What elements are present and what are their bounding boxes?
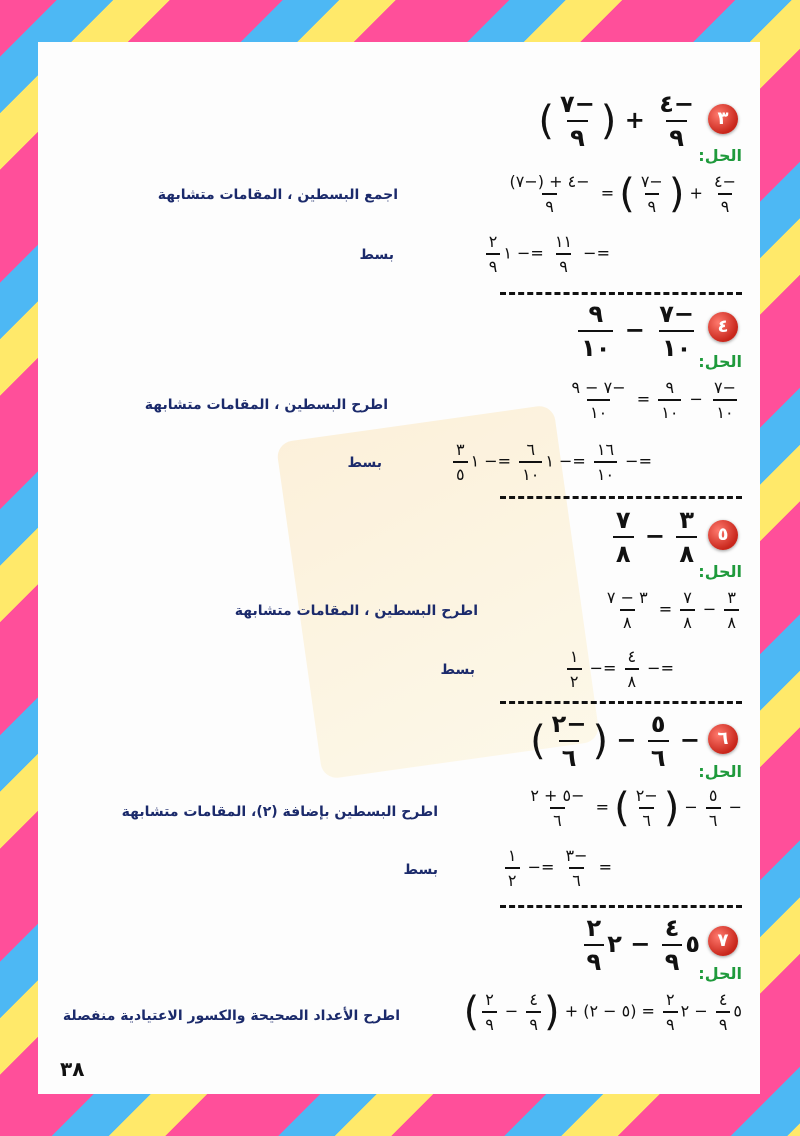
problem-expression: $\frac{-٧}{١٠}$ − $\frac{٩}{١٠}$ [575,300,700,362]
dashed-separator [500,292,742,295]
solution-step: ٥ $\frac{٤}{٩}$ − ٢ $\frac{٢}{٩}$ = (٥ − ٢) + ( $\frac{٤}{٩}$ − $\frac{٢}{٩}$ ) [463,989,742,1035]
solution-label: الحل: [698,762,742,781]
page-number: ٣٨ [60,1057,85,1081]
solution-step: $\frac{-٤}{٩}$ + ( $\frac{-٧}{٩}$ ) = $\frac{-٤ + (-٧)}{٩}$ [509,171,736,217]
step-note: اطرح البسطين ، المقامات متشابهة [234,603,478,619]
problem-expression: $\frac{٣}{٨}$ − $\frac{٧}{٨}$ [610,506,700,568]
step-note: اجمع البسطين ، المقامات متشابهة [157,187,398,203]
problem-expression: − $\frac{٥}{٦}$ − ( $\frac{-٢}{٦}$ ) [530,710,700,772]
problem-number-badge: ٣ [708,104,738,134]
solution-label: الحل: [698,146,742,165]
simplify-note: بسط [359,247,394,263]
solution-label: الحل: [698,562,742,581]
problem-number-badge: ٧ [708,926,738,956]
step-note: اطرح البسطين بإضافة (٢)، المقامات متشابهة [121,804,438,820]
simplify-step: =− $\frac{١٦}{١٠}$ =− ١ $\frac{٦}{١٠}$ =− ١ $\frac{٣}{٥}$ [450,440,652,484]
solution-label: الحل: [698,352,742,371]
simplify-step: = $\frac{-٣}{٦}$ =− $\frac{١}{٢}$ [502,846,612,890]
simplify-note: بسط [440,662,475,678]
problem-number-badge: ٥ [708,520,738,550]
dashed-separator [500,701,742,704]
step-note: اطرح الأعداد الصحيحة والكسور الاعتيادية منفصلة [62,1008,400,1024]
solution-step: $\frac{-٧}{١٠}$ − $\frac{٩}{١٠}$ = $\frac{-٧ - ٩}{١٠}$ [571,378,736,422]
simplify-note: بسط [347,455,382,471]
problem-number-badge: ٤ [708,312,738,342]
dashed-separator [500,496,742,499]
simplify-step: =− $\frac{٤}{٨}$ =− $\frac{١}{٢}$ [564,647,674,691]
solution-step: − $\frac{٥}{٦}$ − ( $\frac{-٢}{٦}$ ) = $\frac{-٥ + ٢}{٦}$ [530,785,742,831]
simplify-step: =− $\frac{١١}{٩}$ =− ١ $\frac{٢}{٩}$ [483,232,610,276]
simplify-note: بسط [403,862,438,878]
solution-step: $\frac{٣}{٨}$ − $\frac{٧}{٨}$ = $\frac{٣ - ٧}{٨}$ [601,588,742,632]
problem-number-badge: ٦ [708,724,738,754]
dashed-separator [500,905,742,908]
problem-expression: ٥ $\frac{٤}{٩}$ − ٢ $\frac{٢}{٩}$ [581,914,700,976]
problem-expression: $\frac{-٤}{٩}$ + ( $\frac{-٧}{٩}$ ) [538,90,694,152]
solution-label: الحل: [698,964,742,983]
step-note: اطرح البسطين ، المقامات متشابهة [144,397,388,413]
